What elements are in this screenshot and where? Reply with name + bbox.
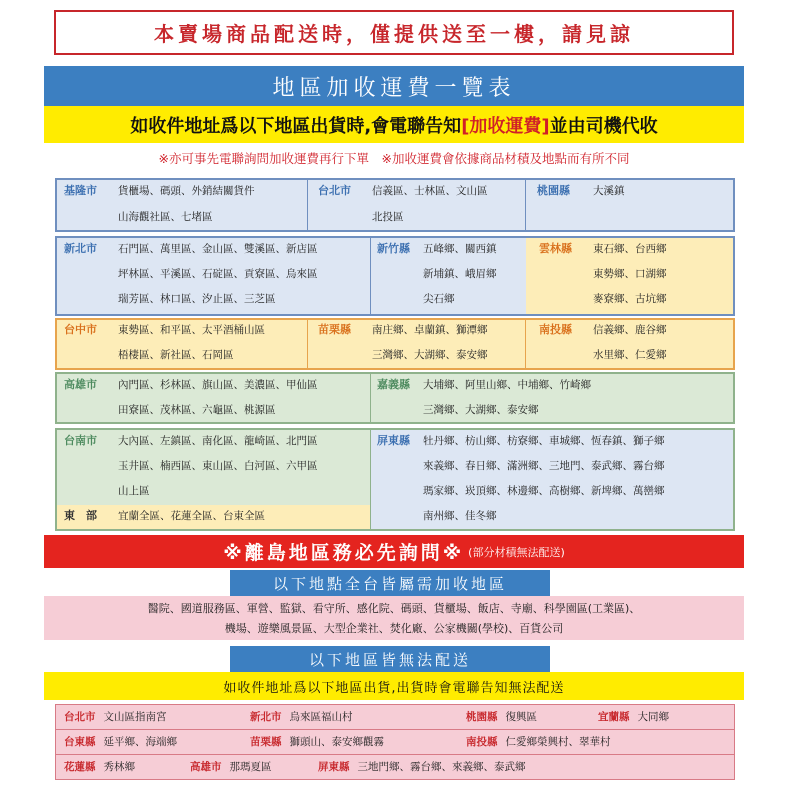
region-areas-hsinchu-2: 新埔鎮、峨眉鄉: [423, 268, 497, 280]
no-delivery-city: 台東縣: [64, 736, 96, 748]
region-areas-newtaipei-3: 瑞芳區、林口區、汐止區、三芝區: [118, 293, 276, 305]
divider: [307, 320, 308, 368]
no-delivery-item: [64, 706, 167, 728]
no-delivery-area: 大同鄉: [637, 711, 669, 723]
region-areas-miaoli-2: 三灣鄉、大湖鄉、泰安鄉: [372, 349, 488, 361]
headline-before: 如收件地址爲以下地區出貨時,會電聯告知: [130, 115, 462, 137]
region-city-nantou: 南投縣: [539, 323, 572, 336]
nationwide-line-1: 醫院、國道服務區、軍營、監獄、看守所、感化院、碼頭、貨櫃場、飯店、寺廟、科學園區(工業區)、: [147, 602, 641, 615]
region-areas-kaohsiung-1: 內門區、杉林區、旗山區、美濃區、甲仙區: [118, 379, 318, 391]
no-delivery-area: 延平鄉、海端鄉: [103, 736, 177, 748]
region-city-taoyuan: 桃園縣: [537, 184, 570, 197]
region-areas-tainan-3: 山上區: [118, 485, 150, 497]
region-areas-taichung-2: 梧棲區、新社區、石岡區: [118, 349, 234, 361]
no-delivery-city: 花蓮縣: [64, 761, 96, 773]
region-areas-newtaipei-1: 石門區、萬里區、金山區、雙溪區、新店區: [118, 243, 318, 255]
region-areas-newtaipei-2: 坪林區、平溪區、石碇區、貢寮區、烏來區: [118, 268, 318, 280]
no-delivery-area: 復興區: [505, 711, 537, 723]
divider: [525, 180, 526, 230]
divider: [307, 180, 308, 230]
no-delivery-area: 那瑪夏區: [229, 761, 272, 773]
notes-text: ※亦可事先電聯詢問加收運費再行下單 ※加收運費會依據商品材積及地點而有所不同: [158, 151, 630, 166]
region-city-east: 東 部: [64, 509, 97, 522]
no-delivery-item: [190, 756, 272, 778]
no-delivery-item: [466, 731, 611, 753]
no-delivery-city: 宜蘭縣: [598, 711, 630, 723]
region-city-chiayi: 嘉義縣: [377, 378, 410, 391]
island-warning: [44, 535, 744, 568]
headline-after: 並由司機代收: [549, 115, 658, 137]
region-areas-keelung-1: 貨櫃場、碼頭、外銷結關貨件: [118, 185, 255, 197]
page-title-bar: [44, 66, 744, 106]
no-delivery-city: 台北市: [64, 711, 96, 723]
region-city-taipei: 台北市: [318, 184, 351, 197]
no-delivery-item: [64, 756, 135, 778]
no-delivery-subtitle: 如收件地址爲以下地區出貨,出貨時會電聯告知無法配送: [223, 680, 565, 696]
region-areas-nantou-2: 水里鄉、仁愛鄉: [593, 349, 667, 361]
region-areas-pingtung-1: 牡丹鄉、枋山鄉、枋寮鄉、車城鄉、恆春鎮、獅子鄉: [423, 435, 665, 447]
no-delivery-area: 三地門鄉、霧台鄉、來義鄉、泰武鄉: [357, 761, 526, 773]
region-city-newtaipei: 新北市: [64, 242, 97, 255]
no-delivery-item: [250, 706, 353, 728]
divider: [525, 320, 526, 368]
page-title: 地區加收運費一覽表: [272, 75, 516, 101]
headline-highlight: [加收運費]: [461, 115, 550, 137]
region-areas-taipei-1: 信義區、士林區、文山區: [372, 185, 488, 197]
region-areas-taipei-2: 北投區: [372, 211, 404, 223]
region-areas-pingtung-2: 來義鄉、春日鄉、滿洲鄉、三地門、泰武鄉、霧台鄉: [423, 460, 665, 472]
nationwide-title-bar: [230, 570, 550, 596]
no-delivery-item: [318, 756, 526, 778]
divider: [370, 430, 371, 529]
region-areas-taichung-1: 東勢區、和平區、太平酒桶山區: [118, 324, 265, 336]
region-city-yunlin: 雲林縣: [539, 242, 572, 255]
island-warning-main: ※離島地區務必先詢問※: [223, 542, 465, 564]
nationwide-title: 以下地點全台皆屬需加收地區: [272, 574, 507, 593]
no-delivery-area: 獅頭山、泰安鄉觀霧: [289, 736, 384, 748]
divider: [370, 238, 371, 314]
region-areas-yunlin-3: 麥寮鄉、古坑鄉: [593, 293, 667, 305]
divider: [370, 374, 371, 422]
region-city-taichung: 台中市: [64, 323, 97, 336]
region-areas-yunlin-2: 東勢鄉、口湖鄉: [593, 268, 667, 280]
no-delivery-city: 新北市: [250, 711, 282, 723]
no-delivery-area: 文山區指南宮: [103, 711, 167, 723]
delivery-notice: [54, 10, 734, 55]
region-areas-chiayi-2: 三灣鄉、大湖鄉、泰安鄉: [423, 404, 539, 416]
delivery-notice-text: 本賣場商品配送時，僅提供送至一樓，請見諒: [154, 22, 634, 46]
region-areas-east-1: 宜蘭全區、花蓮全區、台東全區: [118, 510, 265, 522]
region-areas-tainan-1: 大內區、左鎮區、南化區、龍崎區、北門區: [118, 435, 318, 447]
no-delivery-item: [466, 706, 537, 728]
nationwide-line-2: 機場、遊樂風景區、大型企業社、焚化廠、公家機關(學校)、百貨公司: [224, 622, 564, 635]
region-areas-pingtung-4: 南州鄉、佳冬鄉: [423, 510, 497, 522]
no-delivery-subtitle-bar: [44, 672, 744, 700]
region-city-miaoli: 苗栗縣: [318, 323, 351, 336]
no-delivery-city: 苗栗縣: [250, 736, 282, 748]
no-delivery-area: 仁愛鄉榮興村、翠華村: [505, 736, 611, 748]
region-areas-yunlin-1: 東石鄉、台西鄉: [593, 243, 667, 255]
no-delivery-city: 屏東縣: [318, 761, 350, 773]
region-city-kaohsiung: 高雄市: [64, 378, 97, 391]
divider: [56, 754, 734, 755]
region-areas-tainan-2: 玉井區、楠西區、東山區、白河區、六甲區: [118, 460, 318, 472]
region-areas-hsinchu-3: 尖石鄉: [423, 293, 455, 305]
no-delivery-city: 高雄市: [190, 761, 222, 773]
divider: [56, 729, 734, 730]
region-areas-keelung-2: 山海觀社區、七堵區: [118, 211, 213, 223]
region-city-tainan: 台南市: [64, 434, 97, 447]
region-city-pingtung: 屏東縣: [377, 434, 410, 447]
region-areas-nantou-1: 信義鄉、鹿谷鄉: [593, 324, 667, 336]
region-areas-miaoli-1: 南庄鄉、卓蘭鎮、獅潭鄉: [372, 324, 488, 336]
no-delivery-area: 秀林鄉: [103, 761, 135, 773]
region-city-keelung: 基隆市: [64, 184, 97, 197]
no-delivery-item: [250, 731, 384, 753]
no-delivery-title: 以下地區皆無法配送: [308, 650, 471, 669]
surcharge-notes: [44, 143, 744, 173]
no-delivery-title-bar: [230, 646, 550, 672]
region-areas-taoyuan-1: 大溪鎮: [593, 185, 625, 197]
no-delivery-city: 南投縣: [466, 736, 498, 748]
island-warning-sub: (部分材積無法配送): [468, 545, 565, 559]
region-areas-chiayi-1: 大埔鄉、阿里山鄉、中埔鄉、竹崎鄉: [423, 379, 591, 391]
nationwide-list: [44, 596, 744, 640]
no-delivery-city: 桃園縣: [466, 711, 498, 723]
region-areas-kaohsiung-2: 田寮區、茂林區、六龜區、桃源區: [118, 404, 276, 416]
no-delivery-item: [598, 706, 669, 728]
region-city-hsinchu: 新竹縣: [377, 242, 410, 255]
no-delivery-area: 烏來區福山村: [289, 711, 353, 723]
region-areas-pingtung-3: 瑪家鄉、崁頂鄉、林邊鄉、高樹鄉、新埤鄉、萬巒鄉: [423, 485, 665, 497]
region-areas-hsinchu-1: 五峰鄉、關西鎮: [423, 243, 497, 255]
no-delivery-item: [64, 731, 177, 753]
surcharge-headline: [44, 106, 744, 143]
